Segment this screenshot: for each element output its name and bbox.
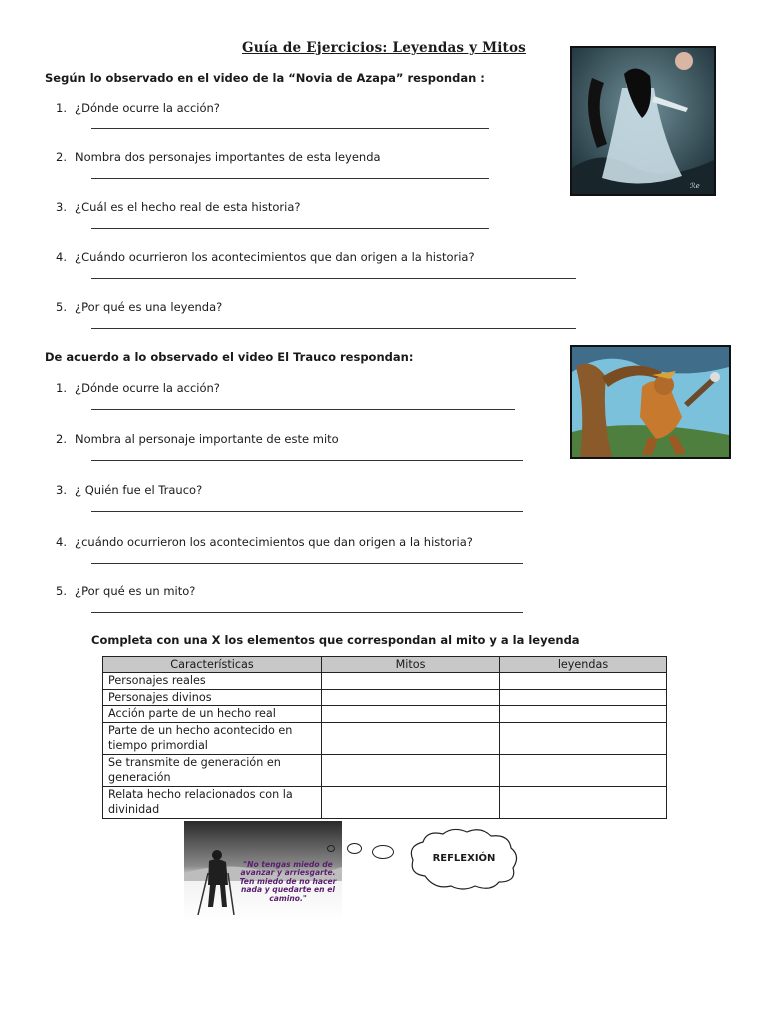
hiker-photo	[184, 821, 342, 921]
mitos-cell[interactable]	[322, 722, 500, 754]
mitos-cell[interactable]	[322, 754, 500, 786]
row-label: Acción parte de un hecho real	[103, 706, 322, 723]
characteristics-table	[102, 656, 667, 819]
mitos-cell[interactable]	[322, 689, 500, 706]
trauco-illustration	[570, 345, 731, 459]
leyendas-cell[interactable]	[500, 754, 667, 786]
s1-answer-line-2[interactable]	[91, 178, 489, 179]
s2-answer-line-4[interactable]	[91, 563, 523, 564]
s2-answer-line-5[interactable]	[91, 612, 523, 613]
leyendas-cell[interactable]	[500, 673, 667, 690]
table-row	[103, 673, 667, 690]
leyendas-cell[interactable]	[500, 689, 667, 706]
leyendas-cell[interactable]	[500, 786, 667, 818]
table-row	[103, 706, 667, 723]
s2-answer-line-3[interactable]	[91, 511, 523, 512]
svg-text:ℛℯ: ℛℯ	[690, 182, 700, 190]
section1-heading: Según lo observado en el video de la “Novia de Azapa” respondan :	[45, 71, 485, 85]
quote-text: "No tengas miedo de avanzar y arriesgarte. Ten miedo de no hacer nada y quedarte en el camino."	[239, 860, 337, 903]
s2-question-5: 5. ¿Por qué es un mito?	[56, 584, 196, 598]
s2-question-1: 1. ¿Dónde ocurre la acción?	[56, 381, 220, 395]
reflexion-label: REFLEXIÓN	[432, 853, 496, 864]
table-row	[103, 689, 667, 706]
header-caracteristicas: Características	[103, 657, 322, 673]
s1-question-3: 3. ¿Cuál es el hecho real de esta historia?	[56, 200, 301, 214]
row-label: Personajes divinos	[103, 689, 322, 706]
s2-question-3: 3. ¿ Quién fue el Trauco?	[56, 483, 203, 497]
s1-question-1: 1. ¿Dónde ocurre la acción?	[56, 101, 220, 115]
table-row	[103, 722, 667, 754]
s2-answer-line-1[interactable]	[91, 409, 515, 410]
page-title: Guía de Ejercicios: Leyendas y Mitos	[242, 40, 526, 56]
table-row	[103, 786, 667, 818]
s1-question-5: 5. ¿Por qué es una leyenda?	[56, 300, 223, 314]
row-label: Personajes reales	[103, 673, 322, 690]
mitos-cell[interactable]	[322, 786, 500, 818]
s1-question-2: 2. Nombra dos personajes importantes de esta leyenda	[56, 150, 381, 164]
s1-answer-line-5[interactable]	[91, 328, 576, 329]
row-label: Parte de un hecho acontecido en tiempo primordial	[103, 722, 322, 754]
table-header-row	[103, 657, 667, 673]
ghost-bride-illustration	[570, 46, 716, 196]
thought-bubble-large	[372, 845, 394, 859]
s2-question-4: 4. ¿cuándo ocurrieron los acontecimientos que dan origen a la historia?	[56, 535, 473, 549]
section2-heading: De acuerdo a lo observado el video El Trauco respondan:	[45, 350, 414, 364]
row-label: Se transmite de generación en generación	[103, 754, 322, 786]
s1-answer-line-3[interactable]	[91, 228, 489, 229]
leyendas-cell[interactable]	[500, 706, 667, 723]
s2-answer-line-2[interactable]	[91, 460, 523, 461]
thought-bubble-small	[327, 845, 335, 852]
s2-question-2: 2. Nombra al personaje importante de este mito	[56, 432, 339, 446]
s1-question-4: 4. ¿Cuándo ocurrieron los acontecimientos que dan origen a la historia?	[56, 250, 475, 264]
header-mitos: Mitos	[322, 657, 500, 673]
thought-bubble-medium	[347, 843, 362, 854]
mitos-cell[interactable]	[322, 706, 500, 723]
s1-answer-line-1[interactable]	[91, 128, 489, 129]
row-label: Relata hecho relacionados con la divinidad	[103, 786, 322, 818]
table-row	[103, 754, 667, 786]
s1-answer-line-4[interactable]	[91, 278, 576, 279]
header-leyendas: leyendas	[500, 657, 667, 673]
leyendas-cell[interactable]	[500, 722, 667, 754]
mitos-cell[interactable]	[322, 673, 500, 690]
table-instruction: Completa con una X los elementos que correspondan al mito y a la leyenda	[91, 633, 580, 647]
